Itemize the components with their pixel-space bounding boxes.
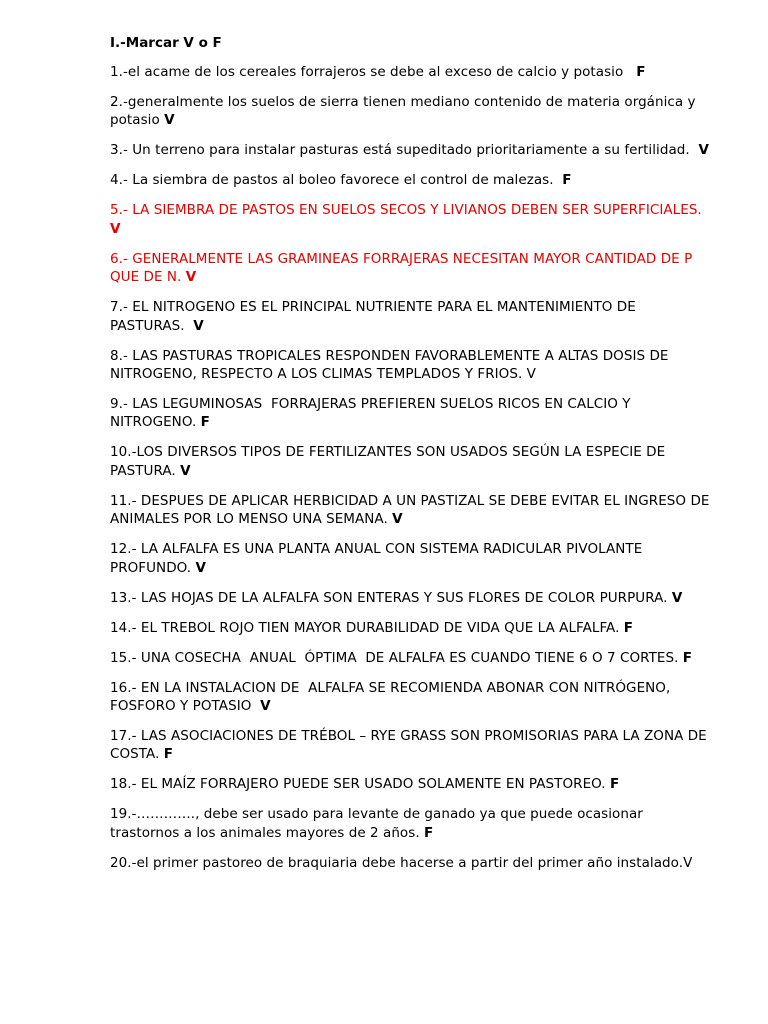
question-item [110,250,710,287]
answer-mark: F [682,649,693,666]
question-item [110,540,710,577]
question-item [110,679,710,716]
question-text: 8.- LAS PASTURAS TROPICALES RESPONDEN FAVORABLEMENTE A ALTAS DOSIS DE NITROGENO, RESPECTO A LOS CLIMAS TEMPLADOS Y FRIOS. [110,347,673,383]
question-text: 7.- EL NITROGENO ES EL PRINCIPAL NUTRIENTE PARA EL MANTENIMIENTO DE PASTURAS. [110,299,641,334]
answer-mark: F [562,172,572,189]
question-item [110,298,710,335]
answer-mark: V [195,559,206,576]
answer-mark: V [392,511,403,528]
question-item [110,347,710,384]
answer-mark: V [193,317,204,334]
question-text: 5.- LA SIEMBRA DE PASTOS EN SUELOS SECOS Y LIVIANOS DEBEN SER SUPERFICIALES. [110,202,707,219]
question-text: 13.- LAS HOJAS DE LA ALFALFA SON ENTERAS Y SUS FLORES DE COLOR PURPURA. [110,589,672,606]
question-text: 3.- Un terreno para instalar pasturas está supeditado prioritariamente a su fertilidad. [110,142,699,159]
question-item [110,141,710,159]
question-item [110,201,710,238]
answer-mark: V [526,366,536,383]
answer-mark: F [636,64,646,80]
document-page [110,34,714,884]
answer-mark: V [671,589,683,606]
question-text: 15.- UNA COSECHA ANUAL ÓPTIMA DE ALFALFA ES CUANDO TIENE 6 O 7 CORTES. [110,649,683,666]
question-text: 11.- DESPUES DE APLICAR HERBICIDAD A UN PASTIZAL SE DEBE EVITAR EL INGRESO DE ANIMALES POR LO MENSO UNA SEMANA. [110,492,714,528]
answer-mark: V [698,142,709,159]
answer-mark: F [424,824,434,841]
question-item [110,619,710,637]
question-text: 17.- LAS ASOCIACIONES DE TRÉBOL – RYE GRASS SON PROMISORIAS PARA LA ZONA DE COSTA. [110,728,712,763]
answer-mark: V [164,112,175,129]
question-text: 18.- EL MAÍZ FORRAJERO PUEDE SER USADO SOLAMENTE EN PASTOREO. [110,776,610,793]
answer-mark: F [623,619,634,636]
question-item [110,63,710,81]
question-item [110,727,710,764]
question-item [110,649,710,667]
answer-mark: V [185,269,197,286]
question-text: 20.-el primer pastoreo de braquiaria debe hacerse a partir del primer año instalado. [110,854,684,871]
question-text: 6.- GENERALMENTE LAS GRAMINEAS FORRAJERAS NECESITAN MAYOR CANTIDAD DE P QUE DE N. [110,250,697,286]
question-item [110,775,710,793]
answer-mark: V [110,220,121,237]
answer-mark: F [200,414,210,431]
question-item [110,492,714,529]
answer-mark: V [260,698,271,715]
answer-mark: V [683,854,693,871]
section-heading: I.-Marcar V o F [110,35,222,51]
question-item [110,854,710,872]
question-item [110,443,710,480]
question-item [110,171,710,189]
question-item [110,395,710,432]
question-item [110,93,710,130]
question-text: 2.-generalmente los suelos de sierra tienen mediano contenido de materia orgánica y potasio [110,94,700,129]
answer-mark: F [609,776,620,793]
question-text: 12.- LA ALFALFA ES UNA PLANTA ANUAL CON SISTEMA RADICULAR PIVOLANTE PROFUNDO. [110,541,647,576]
question-text: 14.- EL TREBOL ROJO TIEN MAYOR DURABILIDAD DE VIDA QUE LA ALFALFA. [110,619,624,636]
question-list [110,63,714,872]
question-text: 19.-…………., debe ser usado para levante de ganado ya que puede ocasionar trastornos a los animales mayores de 2 años. [110,806,648,841]
question-text: 4.- La siembra de pastos al boleo favorece el control de malezas. [110,172,563,189]
question-text: 10.-LOS DIVERSOS TIPOS DE FERTILIZANTES SON USADOS SEGÚN LA ESPECIE DE PASTURA. [110,444,670,479]
question-text: 1.-el acame de los cereales forrajeros se debe al exceso de calcio y potasio [110,64,637,80]
question-item [110,589,710,607]
question-item [110,805,710,842]
question-text: 16.- EN LA INSTALACION DE ALFALFA SE RECOMIENDA ABONAR CON NITRÓGENO, FOSFORO Y POTASIO [110,679,675,715]
answer-mark: F [163,746,174,763]
answer-mark: V [180,462,191,479]
question-text: 9.- LAS LEGUMINOSAS FORRAJERAS PREFIEREN SUELOS RICOS EN CALCIO Y NITROGENO. [110,396,635,431]
